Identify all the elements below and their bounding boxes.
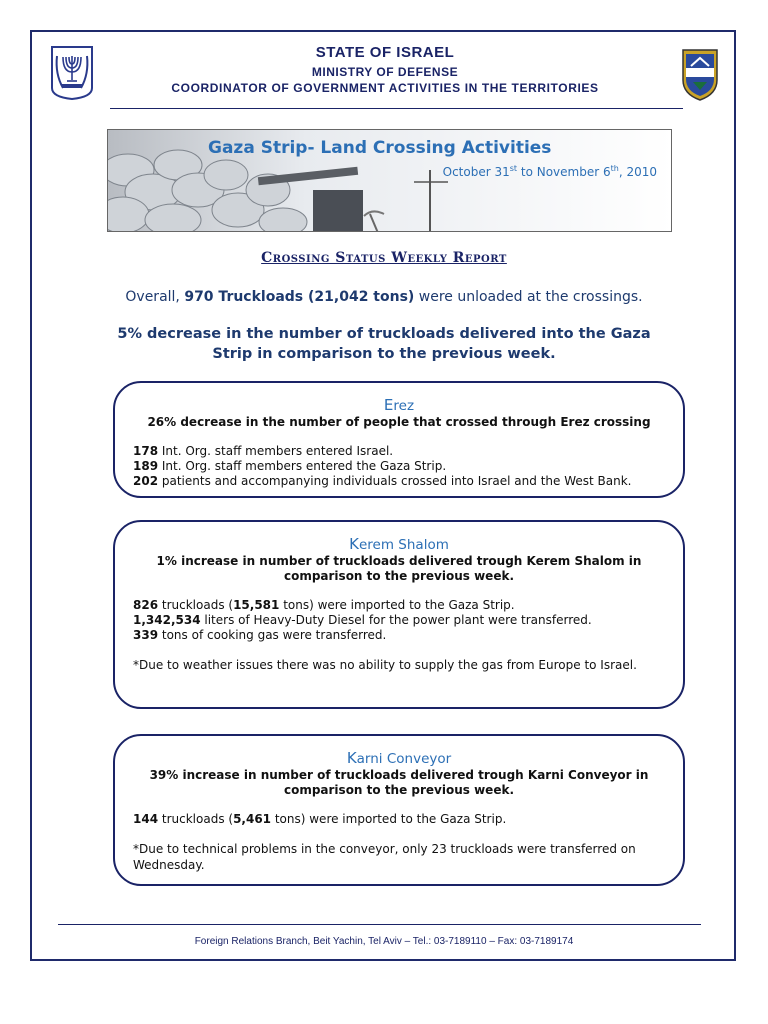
summary-overall: Overall, 970 Truckloads (21,042 tons) were unloaded at the crossings. [125, 289, 643, 305]
banner [107, 129, 672, 232]
report-title: Crossing Status Weekly Report [261, 250, 507, 266]
header-coordinator: COORDINATOR OF GOVERNMENT ACTIVITIES IN THE TERRITORIES [171, 81, 599, 95]
footer-divider [58, 924, 701, 925]
footer-contact: Foreign Relations Branch, Beit Yachin, Tel Aviv – Tel.: 03-7189110 – Fax: 03-7189174 [194, 936, 574, 947]
erez-title: Erez [383, 396, 415, 414]
karni-line-truckloads: 144 truckloads (5,461 tons) were imported to the Gaza Strip. [133, 812, 507, 826]
kerem-shalom-headline: 1% increase in number of truckloads delivered trough Kerem Shalom in comparison to the previous week. [156, 554, 642, 583]
kerem-shalom-section [113, 520, 685, 709]
erez-details [133, 444, 683, 489]
erez-headline: 26% decrease in the number of people that crossed through Erez crossing [147, 415, 651, 429]
erez-line: 189 Int. Org. staff members entered the Gaza Strip. [133, 459, 447, 473]
kerem-line-diesel: 1,342,534 liters of Heavy-Duty Diesel for the power plant were transferred. [133, 613, 592, 627]
erez-line: 178 Int. Org. staff members entered Israel. [133, 444, 394, 458]
karni-conveyor-note: *Due to technical problems in the conveyor, only 23 truckloads were transferred on Wednesday. [133, 842, 636, 872]
banner-dates: October 31st to November 6th, 2010 [442, 164, 657, 179]
menorah-emblem-icon [49, 44, 95, 100]
kerem-line-gas: 339 tons of cooking gas were transferred. [133, 628, 387, 642]
karni-conveyor-details [133, 812, 683, 827]
banner-title: Gaza Strip- Land Crossing Activities [208, 138, 552, 158]
erez-line: 202 patients and accompanying individuals crossed into Israel and the West Bank. [133, 474, 632, 488]
erez-section [113, 381, 685, 498]
kerem-shalom-note: *Due to weather issues there was no ability to supply the gas from Europe to Israel. [133, 658, 637, 672]
karni-conveyor-title: Karni Conveyor [346, 749, 452, 767]
karni-conveyor-section [113, 734, 685, 886]
coordinator-shield-icon [681, 46, 719, 102]
summary-change: 5% decrease in the number of truckloads delivered into the Gaza Strip in comparison to the previous week. [117, 326, 651, 362]
karni-conveyor-headline: 39% increase in number of truckloads delivered trough Karni Conveyor in comparison to the previous week. [149, 768, 649, 797]
kerem-shalom-details [133, 598, 683, 643]
kerem-shalom-title: Kerem Shalom [349, 535, 449, 553]
kerem-line-truckloads: 826 truckloads (15,581 tons) were imported to the Gaza Strip. [133, 598, 515, 612]
header-ministry: MINISTRY OF DEFENSE [311, 65, 459, 79]
header-state: STATE OF ISRAEL [315, 44, 455, 61]
header-divider [110, 108, 683, 109]
